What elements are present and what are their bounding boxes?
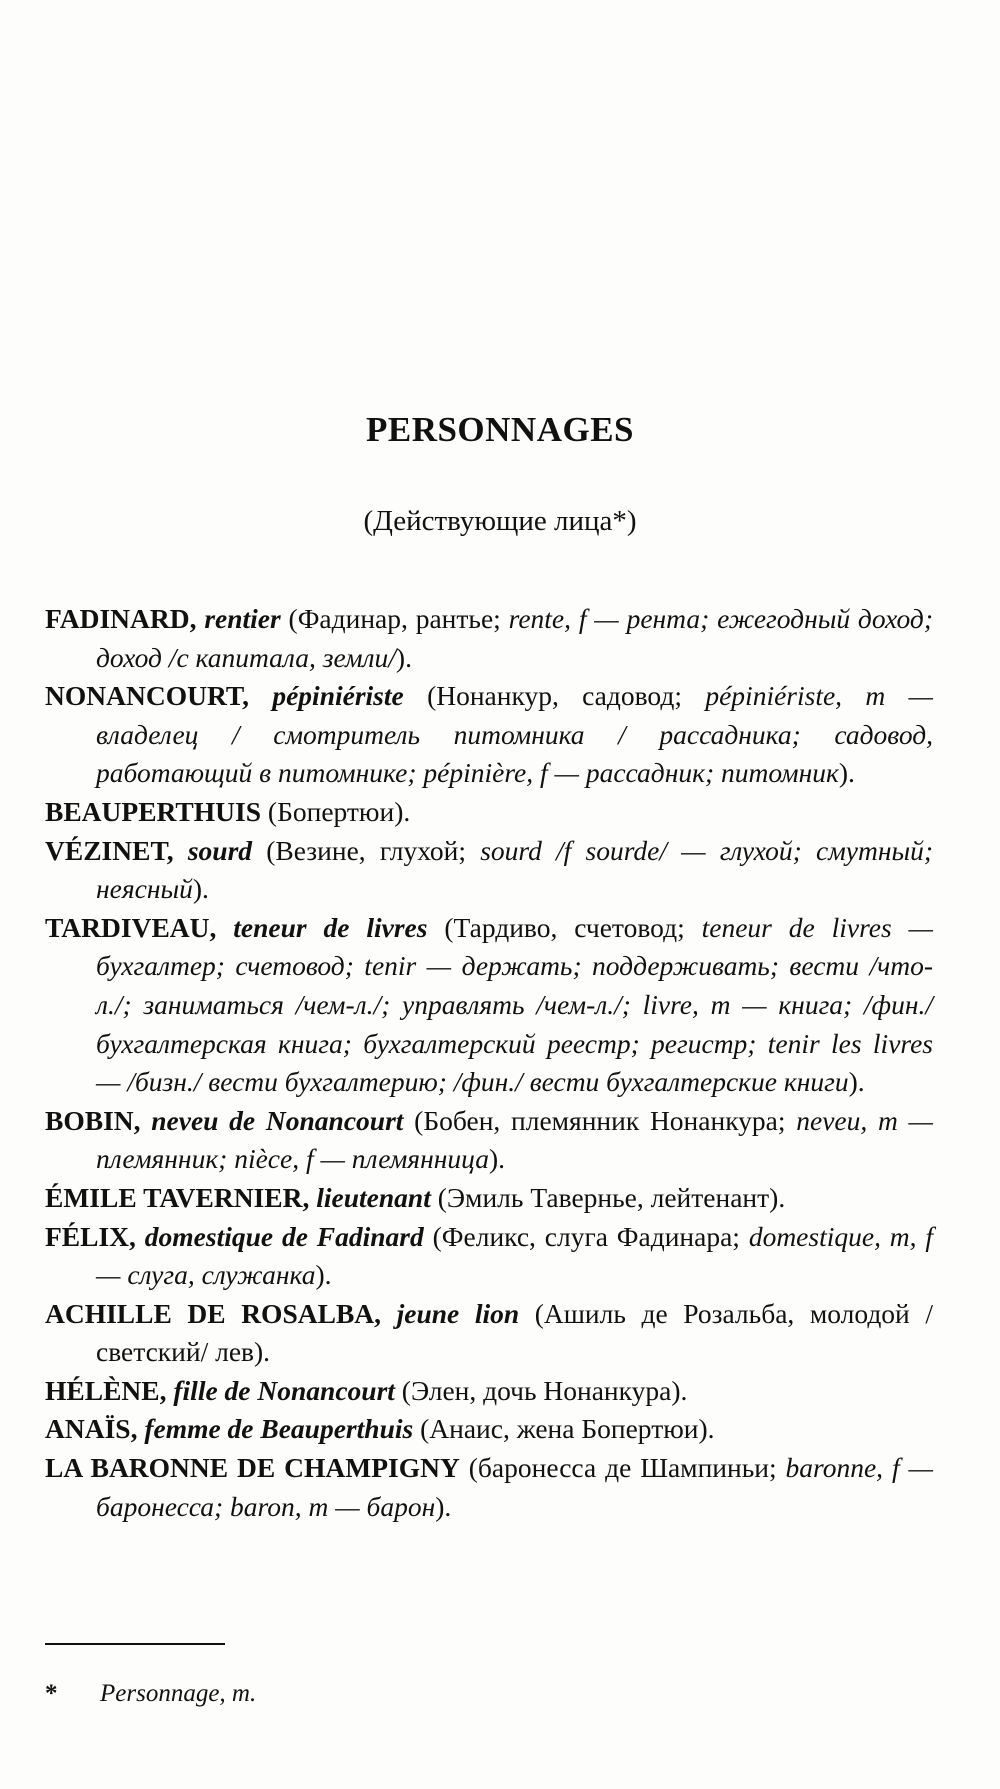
- character-entry-baronne-de-champigny: [45, 1449, 933, 1526]
- character-gloss: baronne, f — баронесса; baron, m — барон: [96, 1452, 933, 1522]
- character-translation: (Анаис, жена Бопертюи).: [420, 1413, 715, 1445]
- character-translation: (баронесса де Шампиньи;: [468, 1452, 777, 1484]
- character-gloss: neveu, m — племянник; nièce, f — племянница: [96, 1104, 934, 1175]
- character-entry-anais: [45, 1410, 933, 1449]
- character-name: TARDIVEAU,: [45, 911, 217, 943]
- character-translation: (Нонанкур, садовод;: [427, 680, 683, 712]
- character-name: VÉZINET,: [45, 834, 174, 866]
- character-role: jeune lion: [396, 1297, 520, 1329]
- character-gloss: domestique, m, f — слуга, служанка: [96, 1220, 934, 1291]
- character-entry-bobin: [45, 1102, 933, 1179]
- character-entry-vezinet: [45, 832, 933, 909]
- character-translation: (Везине, глухой;: [266, 834, 467, 866]
- character-gloss: teneur de livres — бухгалтер; счетовод; tenir — держать; поддерживать; вести /что-л./; заниматься /чем-л./; управлять /чем-л./; livre, m — книга; /фин./ бухгалтерская книга; бухгалтерский реестр; регистр; tenir les livres — /бизн./ вести бухгалтерию; /фин./ вести бухгалтерские книги: [96, 911, 934, 1098]
- character-entry-nonancourt: [45, 677, 933, 793]
- character-name: FÉLIX,: [45, 1220, 136, 1252]
- entry-close: ).: [192, 873, 209, 905]
- character-entry-felix: [45, 1218, 933, 1295]
- character-gloss: pépiniériste, m — владелец / смотритель питомника / рассадника; садовод, работающий в питомнике; pépinière, f — рассадник; питомник: [96, 680, 934, 789]
- character-role: teneur de livres: [233, 911, 428, 943]
- character-role: neveu de Nonancourt: [151, 1104, 404, 1136]
- character-role: sourd: [187, 834, 253, 866]
- character-role: femme de Beauperthuis: [144, 1413, 414, 1445]
- footnote-divider: [45, 1643, 225, 1645]
- character-role: fille de Nonancourt: [173, 1374, 395, 1406]
- character-translation: (Фадинар, рантье;: [288, 603, 501, 634]
- character-translation: (Феликс, слуга Фадинара;: [432, 1220, 740, 1252]
- footnote: [45, 1680, 256, 1708]
- character-name: ACHILLE DE ROSALBA,: [45, 1297, 382, 1329]
- character-entry-fadinard: [45, 600, 933, 677]
- character-translation: (Элен, дочь Нонанкура).: [401, 1374, 688, 1406]
- entry-close: ).: [488, 1143, 506, 1175]
- character-list: [45, 600, 933, 1526]
- entry-close: ).: [838, 757, 855, 789]
- character-translation: (Тардиво, счетовод;: [444, 911, 685, 943]
- character-entry-achille-de-rosalba: [45, 1295, 933, 1372]
- character-name: ÉMILE TAVERNIER,: [45, 1181, 310, 1213]
- footnote-mark: *: [45, 1680, 58, 1707]
- character-gloss: rente, f — рента; ежегодный доход; доход /с капитала, земли/: [96, 603, 934, 673]
- character-name: BEAUPERTHUIS: [45, 795, 262, 827]
- character-translation: (Эмиль Тавернье, лейтенант).: [437, 1181, 786, 1213]
- character-role: rentier: [204, 603, 281, 634]
- character-role: lieutenant: [316, 1181, 431, 1213]
- character-gloss: sourd /f sourde/ — глухой; смутный; неясный: [96, 834, 934, 905]
- page-subtitle: (Действующие лица*): [363, 505, 637, 537]
- character-entry-helene: [45, 1372, 933, 1411]
- character-role: pépiniériste: [272, 680, 404, 712]
- character-entry-emile-tavernier: [45, 1179, 933, 1218]
- character-name: BOBIN,: [45, 1104, 141, 1136]
- character-name: NONANCOURT,: [45, 680, 250, 712]
- character-translation: (Бобен, племянник Нонанкура;: [414, 1104, 786, 1136]
- character-translation: (Бопертюи).: [267, 795, 411, 827]
- entry-close: ).: [848, 1066, 865, 1098]
- character-name: FADINARD,: [45, 603, 197, 634]
- page-title: PERSONNAGES: [365, 410, 635, 449]
- character-name: LA BARONNE DE CHAMPIGNY: [45, 1452, 460, 1484]
- character-name: ANAÏS,: [45, 1413, 138, 1445]
- entry-close: ).: [395, 641, 412, 673]
- character-name: HÉLÈNE,: [45, 1374, 167, 1406]
- entry-close: ).: [315, 1259, 332, 1291]
- character-entry-beauperthuis: [45, 793, 933, 832]
- character-translation: (Ашиль де Розальба, молодой /светский/ лев).: [96, 1297, 933, 1368]
- character-role: domestique de Fadinard: [144, 1220, 424, 1252]
- character-entry-tardiveau: [45, 909, 933, 1102]
- entry-close: ).: [435, 1490, 452, 1522]
- footnote-text: Personnage, m.: [100, 1680, 257, 1707]
